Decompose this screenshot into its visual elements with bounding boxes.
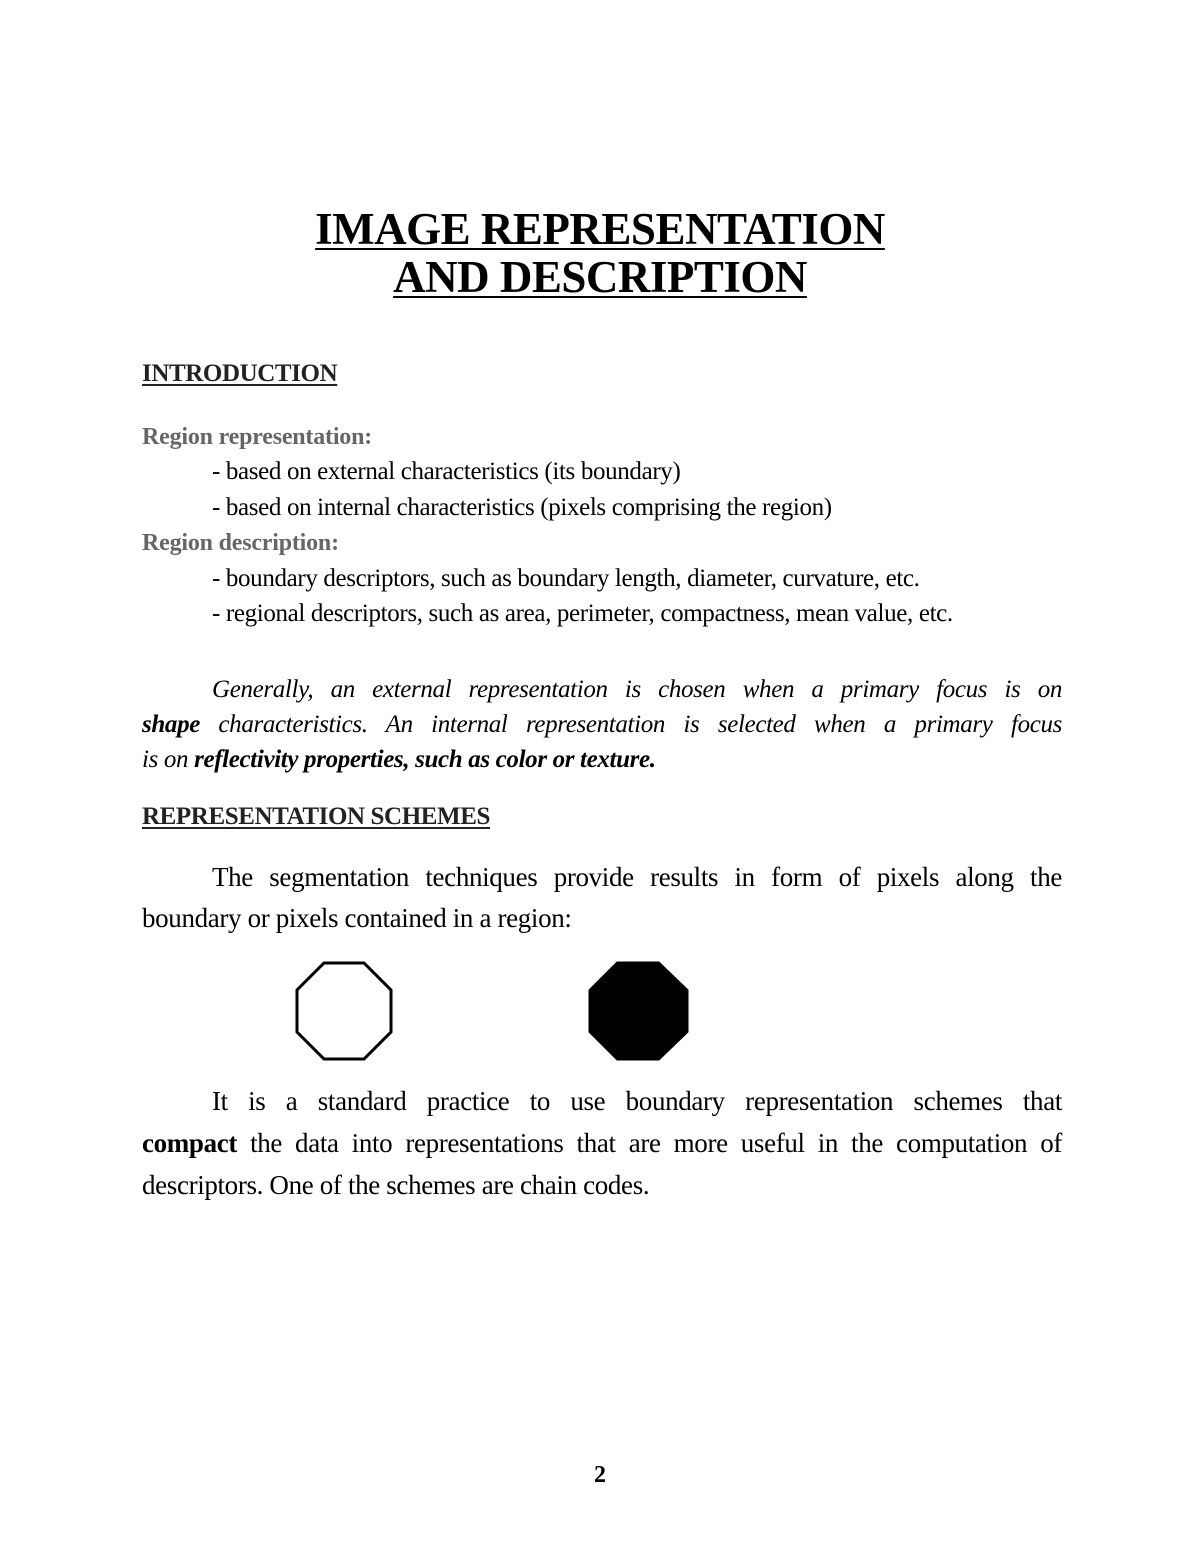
paragraph-text: the data into representations that are more useful in the computation of <box>237 1128 1062 1158</box>
paragraph-line: It is a standard practice to use boundary representation schemes that <box>212 1086 1062 1116</box>
region-description-item-regional: - regional descriptors, such as area, perimeter, compactness, mean value, etc. <box>212 600 953 627</box>
title-line-2: AND DESCRIPTION <box>393 252 807 302</box>
representation-schemes-heading: REPRESENTATION SCHEMES <box>142 803 490 830</box>
paragraph-line: boundary or pixels contained in a region: <box>142 903 572 933</box>
paragraph-line <box>142 1122 1062 1164</box>
paragraph-line: The segmentation techniques provide results in form of pixels along the <box>212 862 1062 892</box>
emphasis-reflectivity: reflectivity properties, such as color or texture. <box>194 746 656 773</box>
paragraph-line: Generally, an external representation is chosen when a primary focus is on <box>212 676 1062 703</box>
paragraph-line <box>142 707 1062 742</box>
paragraph-text: characteristics. An internal representation is selected when a primary focus <box>199 711 1062 738</box>
boundary-practice-paragraph <box>142 1080 1062 1206</box>
boundary-octagon-figure <box>294 961 394 1061</box>
emphasis-shape: shape <box>142 711 200 738</box>
representation-choice-paragraph <box>142 672 1062 777</box>
page-number: 2 <box>594 1462 606 1488</box>
region-representation-item-external: - based on external characteristics (its boundary) <box>212 458 681 485</box>
paragraph-text: is on <box>142 746 195 773</box>
paragraph-line <box>142 742 1062 777</box>
region-description-label: Region description: <box>142 530 339 556</box>
emphasis-compact: compact <box>142 1128 238 1158</box>
paragraph-line: descriptors. One of the schemes are chain codes. <box>142 1170 650 1200</box>
region-description-item-boundary: - boundary descriptors, such as boundary length, diameter, curvature, etc. <box>212 565 920 592</box>
segmentation-paragraph <box>142 857 1062 939</box>
region-representation-item-internal: - based on internal characteristics (pixels comprising the region) <box>212 494 832 521</box>
page-title <box>0 205 1200 301</box>
introduction-heading: INTRODUCTION <box>142 360 338 387</box>
region-octagon-figure <box>588 961 690 1061</box>
title-line-1: IMAGE REPRESENTATION <box>315 204 885 254</box>
region-representation-label: Region representation: <box>142 424 373 450</box>
